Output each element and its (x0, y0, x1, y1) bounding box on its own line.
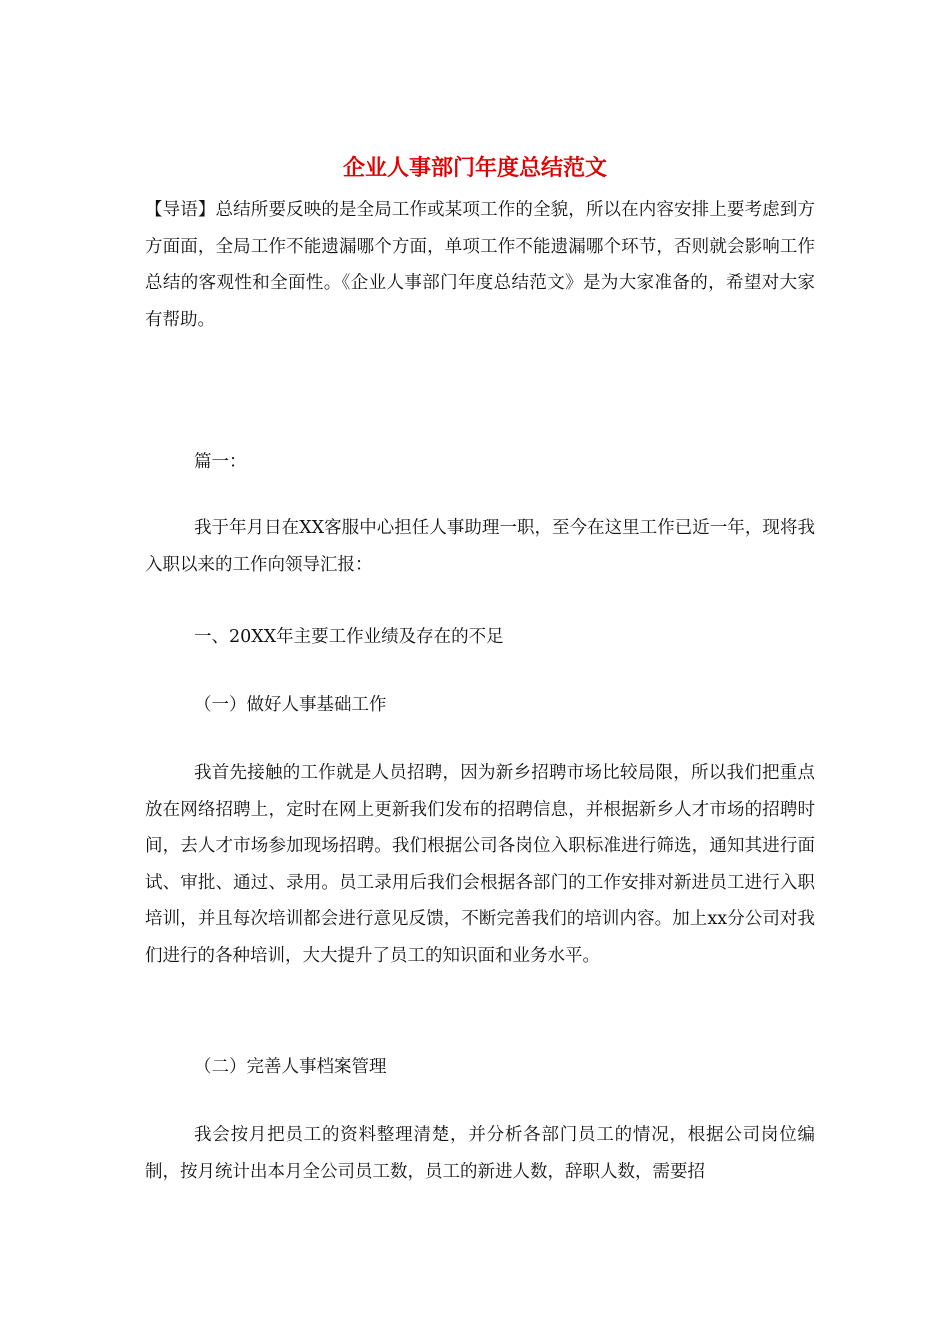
subsection-2-paragraph: 我会按月把员工的资料整理清楚，并分析各部门员工的情况，根据公司岗位编制，按月统计出本月全公司员工数，员工的新进人数，辞职人数，需要招 (145, 1125, 815, 1182)
intro-paragraph: 【导语】总结所要反映的是全局工作或某项工作的全貌，所以在内容安排上要考虑到方方面面，全局工作不能遗漏哪个方面，单项工作不能遗漏哪个环节，否则就会影响工作总结的客观性和全面性。《企业人事部门年度总结范文》是为大家准备的，希望对大家有帮助。 (145, 200, 815, 330)
subsection-1-paragraph: 我首先接触的工作就是人员招聘，因为新乡招聘市场比较局限，所以我们把重点放在网络招聘上，定时在网上更新我们发布的招聘信息，并根据新乡人才市场的招聘时间，去人才市场参加现场招聘。我们根据公司各岗位入职标准进行筛选，通知其进行面试、审批、通过、录用。员工录用后我们会根据各部门的工作安排对新进员工进行入职培训，并且每次培训都会进行意见反馈，不断完善我们的培训内容。加上xx分公司对我们进行的各种培训，大大提升了员工的知识面和业务水平。 (145, 763, 815, 966)
section-heading: 一、20XX年主要工作业绩及存在的不足 (194, 627, 504, 647)
subsection-heading-1: （一）做好人事基础工作 (194, 695, 387, 715)
part-label: 篇一： (194, 452, 247, 472)
subsection-heading-2: （二）完善人事档案管理 (194, 1057, 387, 1077)
opening-paragraph: 我于年月日在XX客服中心担任人事助理一职，至今在这里工作已近一年，现将我入职以来的工作向领导汇报： (145, 518, 815, 575)
document-title: 企业人事部门年度总结范文 (342, 155, 607, 181)
